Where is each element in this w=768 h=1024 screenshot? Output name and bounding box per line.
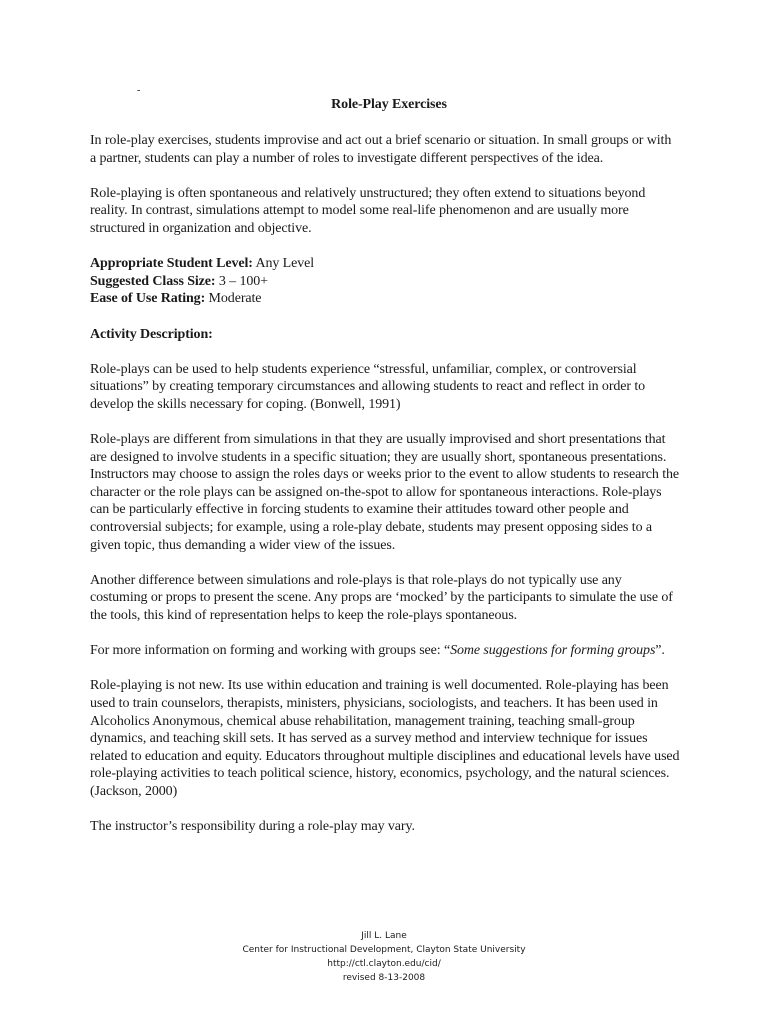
- intro-paragraph-2: Role-playing is often spontaneous and relatively unstructured; they often extend to situations beyond reality. In contrast, simulations attempt to model some real-life phenomenon and are usually more structured in organization and objective.: [90, 185, 646, 236]
- ease-of-use-value: Moderate: [205, 291, 262, 307]
- activity-paragraph-1: Role-plays can be used to help students experience “stressful, unfamiliar, complex, or controversial situations” by creating temporary circumstances and allowing students to react and reflect in order to develop the skills necessary for coping. (Bonwell, 1991): [90, 361, 646, 412]
- class-size-row: [90, 273, 680, 291]
- page-footer: [0, 929, 768, 985]
- ease-of-use-label: Ease of Use Rating:: [90, 291, 206, 307]
- class-size-value: 3 – 100+: [215, 273, 268, 289]
- student-level-label: Appropriate Student Level:: [90, 256, 253, 272]
- footer-revised-date: revised 8-13-2008: [342, 973, 426, 983]
- activity-paragraph-2: Role-plays are different from simulations in that they are usually improvised and short presentations that are designed to involve students in a specific situation; they are usually short, spontaneous presentations. Instructors may choose to assign the roles days or weeks prior to the event to allow students to research the character or the role plays can be assigned on-the-spot to allow for spontaneous interactions. Role-plays can be particularly effective in forcing students to examine their attitudes toward other people and controversial subjects; for example, using a role-play debate, students may present opposing sides to a given topic, thus demanding a wider view of the issues.: [90, 432, 680, 553]
- groups-link[interactable]: Some suggestions for forming groups: [450, 643, 656, 659]
- groups-paragraph: [90, 642, 680, 660]
- history-paragraph: Role-playing is not new. Its use within education and training is well documented. Role-playing has been used to train counselors, therapists, ministers, physicians, sociologists, and teachers. It has been used in Alcoholics Anonymous, chemical abuse rehabilitation, management training, teaching small-group dynamics, and teaching skill sets. It has served as a survey method and interview technique for issues related to education and equity. Educators throughout multiple disciplines and educational levels have used role-playing activities to teach political science, history, economics, psychology, and the natural sciences. (Jackson, 2000): [90, 678, 680, 799]
- ease-of-use-row: [90, 290, 680, 308]
- groups-tail-text: ”.: [655, 643, 665, 659]
- student-level-row: [90, 255, 680, 273]
- document-body: [90, 96, 680, 853]
- stray-mark: -: [137, 85, 141, 96]
- ratings-block: [90, 255, 680, 308]
- footer-url[interactable]: http://ctl.clayton.edu/cid/: [327, 959, 441, 969]
- footer-organization: Center for Instructional Development, Clayton State University: [242, 945, 526, 955]
- intro-paragraph-1: In role-play exercises, students improvise and act out a brief scenario or situation. In small groups or with a partner, students can play a number of roles to investigate different perspectives of the idea.: [90, 133, 672, 166]
- activity-description-heading: Activity Description:: [90, 326, 213, 342]
- footer-author: Jill L. Lane: [361, 931, 407, 941]
- instructor-paragraph: The instructor’s responsibility during a role-play may vary.: [90, 819, 415, 835]
- groups-lead-text: For more information on forming and working with groups see: “: [90, 643, 451, 659]
- student-level-value: Any Level: [252, 256, 315, 272]
- activity-paragraph-3: Another difference between simulations and role-plays is that role-plays do not typically use any costuming or props to present the scene. Any props are ‘mocked’ by the participants to simulate the use of the tools, this kind of representation helps to keep the role-plays spontaneous.: [90, 572, 673, 624]
- page-title: Role-Play Exercises: [331, 97, 447, 112]
- class-size-label: Suggested Class Size:: [90, 273, 216, 289]
